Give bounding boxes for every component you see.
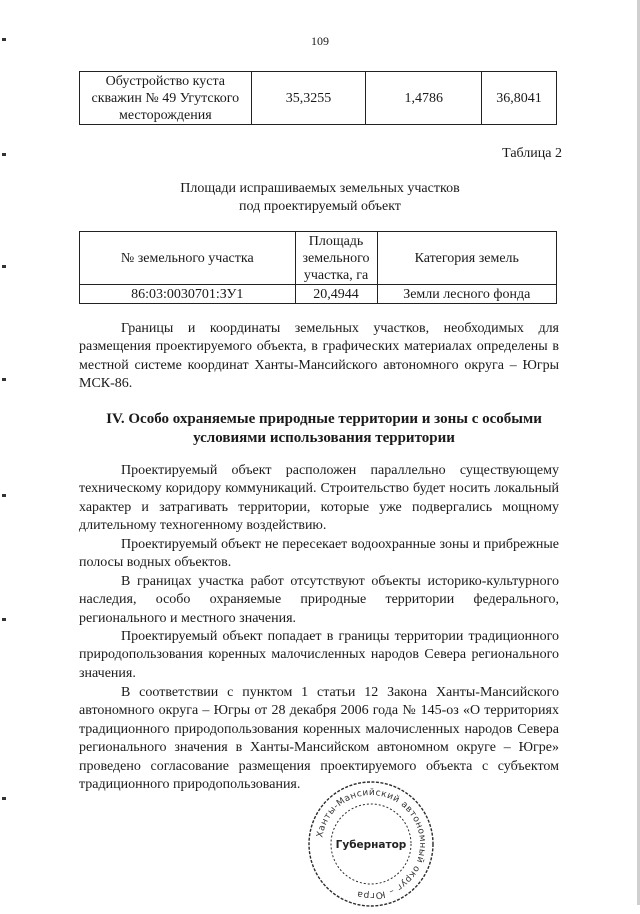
section-heading-line: условиями использования территории — [193, 430, 455, 446]
table-row — [80, 285, 557, 304]
binding-mark — [2, 618, 6, 621]
table-cell: Обустройство куста скважин № 49 Угутского месторождения — [80, 72, 252, 125]
seal-graphic — [306, 779, 436, 909]
body-paragraph: В границах участка работ отсутствуют объекты историко-культурного наследия, особо охраняемые природные территории федерального, регионального и местного значения. — [79, 574, 559, 626]
body-paragraph: В соответствии с пунктом 1 статьи 12 Закона Ханты-Мансийского автономного округа – Югры от 28 декабря 2006 года № 145-оз «О территориях традиционного природопользования коренных малочисленных народов Севера регионального значения в Ханты-Мансийском автономном округе – Югре» проведено согласование размещения проектируемого объекта с субъектом традиционного природопользования. — [79, 685, 559, 793]
land-plots-table — [79, 231, 557, 304]
table-cell: 36,8041 — [482, 72, 557, 125]
column-header: Площадь земельного участка, га — [295, 232, 377, 285]
table-cell: Земли лесного фонда — [377, 285, 557, 304]
object-area-table — [79, 71, 557, 125]
column-header: Категория земель — [377, 232, 557, 285]
table-row — [80, 72, 557, 125]
column-header: № земельного участка — [80, 232, 296, 285]
table-cell: 20,4944 — [295, 285, 377, 304]
section-heading-line: IV. Особо охраняемые природные территории и зоны с особыми — [106, 411, 542, 427]
body-paragraph: Проектируемый объект попадает в границы территории традиционного природопользования коренных малочисленных народов Севера регионального значения. — [79, 629, 559, 681]
boundaries-paragraph: Границы и координаты земельных участков, необходимых для размещения проектируемого объекта, в графических материалах определены в местной системе координат Ханты-Мансийского автономного округа – Югры МСК-86. — [79, 321, 559, 392]
table-cell: 35,3255 — [251, 72, 366, 125]
table-cell: 1,4786 — [366, 72, 482, 125]
table-title-line: Площади испрашиваемых земельных участков — [180, 181, 460, 196]
page-number: 109 — [311, 34, 329, 48]
binding-mark — [2, 265, 6, 268]
table-caption: Таблица 2 — [502, 146, 562, 161]
table-title — [0, 180, 640, 216]
official-seal — [306, 779, 436, 909]
binding-mark — [2, 378, 6, 381]
table-cell: 86:03:0030701:ЗУ1 — [80, 285, 296, 304]
section-heading — [79, 410, 569, 448]
seal-ring-text: Ханты-Мансийский автономный округ – Югра — [315, 787, 428, 901]
binding-mark — [2, 797, 6, 800]
binding-mark — [2, 494, 6, 497]
table-title-line: под проектируемый объект — [239, 199, 401, 214]
body-paragraph: Проектируемый объект расположен параллельно существующему техническому коридору коммуникаций. Строительство будет носить локальный характер и затрагивать территории, которые уже подвергались мощному длительному техногенному воздействию. — [79, 463, 559, 534]
seal-center-text: Губернатор — [335, 839, 407, 851]
body-paragraph: Проектируемый объект не пересекает водоохранные зоны и прибрежные полосы водных объектов. — [79, 537, 559, 571]
binding-mark — [2, 153, 6, 156]
table-header-row — [80, 232, 557, 285]
